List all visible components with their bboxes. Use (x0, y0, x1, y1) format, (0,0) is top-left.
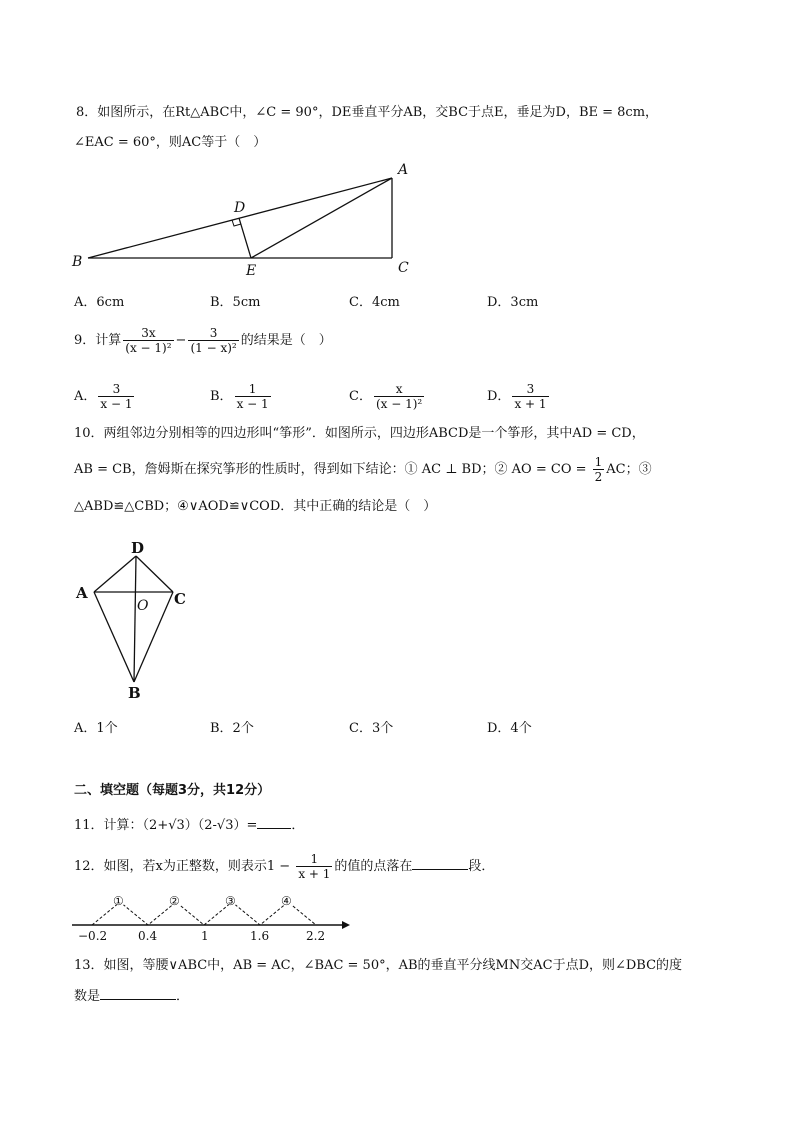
q10-line1: 10．两组邻边分别相等的四边形叫“筝形”．如图所示，四边形ABCD是一个筝形，其中AD = CD， (74, 426, 645, 441)
q11-end: ． (291, 818, 305, 833)
q9-option-c-den: (x − 1)² (375, 397, 423, 411)
q11-answer-blank[interactable] (257, 816, 291, 829)
q9-term2 (188, 326, 238, 355)
q13-line1: 13．如图，等腰∨ABC中，AB = AC，∠BAC = 50°，AB的垂直平分线MN交AC于点D，则∠DBC的度 (74, 958, 683, 973)
q13-answer-blank[interactable] (100, 987, 176, 1000)
q13-end: ． (176, 989, 190, 1004)
q9-term1-den: (x − 1)² (125, 341, 172, 355)
q10-option-a[interactable]: A．1个 (74, 721, 118, 736)
q10-option-b[interactable]: B．2个 (210, 721, 254, 736)
q9-suffix: 的结果是（ ） (240, 333, 332, 348)
section2-title: 二、填空题（每题3分，共12分） (74, 783, 271, 798)
q8-label-d: D (234, 200, 246, 216)
q10-line3: △ABD≌△CBD；④∨AOD≌∨COD．其中正确的结论是（ ） (74, 499, 437, 514)
q9-stem (74, 326, 332, 355)
q12-fraction (296, 852, 332, 881)
q10-half-fraction (593, 455, 605, 484)
q9-option-a-label: A． (74, 389, 97, 404)
q10-line2-b: AC；③ (606, 462, 652, 477)
q9-option-d-den: x + 1 (514, 397, 547, 411)
q9-option-d-num: 3 (512, 382, 548, 397)
q9-option-b[interactable] (210, 382, 273, 411)
q9-option-b-label: B． (210, 389, 233, 404)
q11-stem (74, 816, 304, 835)
q9-option-b-den: x − 1 (236, 397, 269, 411)
q12-segment-4: ④ (281, 894, 292, 908)
q10-label-b: B (128, 684, 141, 702)
q9-option-c[interactable] (349, 382, 426, 411)
q12-stem (74, 852, 494, 881)
q12-num: 1 (296, 852, 332, 867)
q9-term2-den: (1 − x)² (190, 341, 237, 355)
q9-prefix: 9．计算 (74, 333, 122, 348)
q8-option-d[interactable]: D．3cm (487, 295, 539, 310)
q8-label-a: A (398, 162, 409, 178)
q12-segment-1: ① (113, 894, 124, 908)
q12-number-line (68, 888, 358, 946)
q10-line2 (74, 455, 652, 484)
q10-label-o: O (137, 598, 149, 614)
q9-option-b-num: 1 (235, 382, 271, 397)
q10-option-d[interactable]: D．4个 (487, 721, 532, 736)
q11-text: 11．计算：（2+√3）（2-√3）= (74, 818, 258, 833)
q8-label-e: E (246, 263, 257, 279)
q12-tick-label-5: 2.2 (306, 929, 326, 943)
q8-option-b[interactable]: B．5cm (210, 295, 261, 310)
q9-term1-num: 3x (123, 326, 173, 341)
q10-half-den: 2 (594, 470, 603, 484)
q9-term2-num: 3 (188, 326, 238, 341)
q9-option-a-num: 3 (98, 382, 134, 397)
q8-label-c: C (398, 260, 409, 276)
q10-label-a: A (76, 584, 88, 602)
q10-half-num: 1 (594, 455, 603, 469)
q12-tick-label-1: −0.2 (78, 929, 108, 943)
q12-tick-label-3: 1 (201, 929, 209, 943)
q10-label-d: D (131, 539, 145, 557)
q12-prefix: 12．如图，若x为正整数，则表示1 − (74, 859, 295, 874)
q12-tick-label-2: 0.4 (138, 929, 158, 943)
q9-option-c-num: x (374, 382, 424, 397)
q12-answer-blank[interactable] (412, 857, 468, 870)
q12-suffix: 的值的点落在 (334, 859, 413, 874)
q9-option-d[interactable] (487, 382, 551, 411)
q10-line2-a: AB = CB，詹姆斯在探究筝形的性质时，得到如下结论：① AC ⊥ BD；② AO = CO = (74, 462, 591, 477)
q12-segment-2: ② (169, 894, 180, 908)
q9-option-d-label: D． (487, 389, 511, 404)
q8-option-c[interactable]: C．4cm (349, 295, 400, 310)
q10-kite-figure (70, 538, 200, 703)
q9-term1 (123, 326, 173, 355)
q9-option-a-den: x − 1 (100, 397, 133, 411)
q9-option-a[interactable] (74, 382, 136, 411)
q12-end: 段． (468, 859, 495, 874)
q13-line2-text: 数是 (74, 989, 101, 1004)
q8-triangle-figure (66, 160, 426, 280)
q9-option-c-label: C． (349, 389, 372, 404)
q8-line2: ∠EAC = 60°，则AC等于（ ） (74, 135, 267, 150)
q12-tick-label-4: 1.6 (250, 929, 270, 943)
q12-segment-3: ③ (225, 894, 236, 908)
q8-label-b: B (72, 254, 83, 270)
q9-minus: − (175, 333, 187, 348)
q8-option-a[interactable]: A．6cm (74, 295, 125, 310)
q12-den: x + 1 (298, 867, 331, 881)
q8-line1: 8．如图所示，在Rt△ABC中，∠C = 90°，DE垂直平分AB，交BC于点E，垂足为D，BE = 8cm， (76, 105, 659, 120)
q13-line2 (74, 987, 189, 1006)
q10-label-c: C (174, 590, 186, 608)
q10-option-c[interactable]: C．3个 (349, 721, 394, 736)
